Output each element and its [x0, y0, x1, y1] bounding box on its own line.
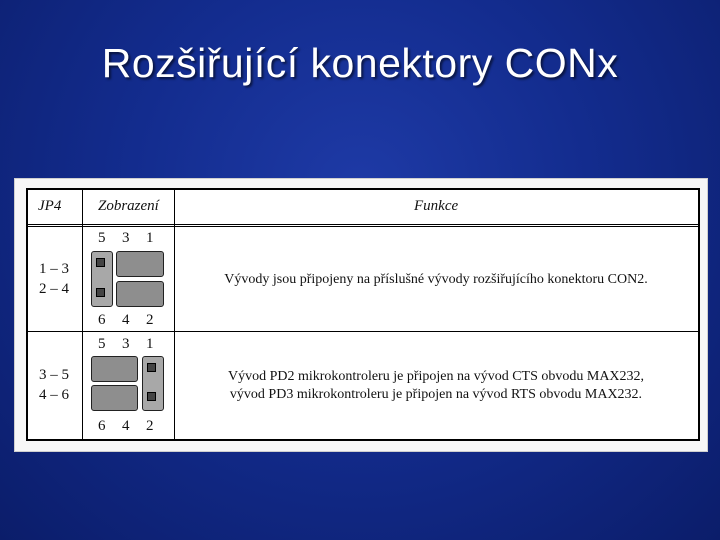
pin-label: 5 [98, 336, 106, 352]
jumper-pair: 1 – 3 [39, 261, 69, 277]
row-divider [28, 331, 698, 332]
pin-label: 4 [122, 418, 130, 434]
pin-label: 6 [98, 418, 106, 434]
pin-label: 2 [146, 418, 154, 434]
pin-square-icon [147, 392, 156, 401]
pin-label: 5 [98, 230, 106, 246]
function-text: Vývody jsou připojeny na příslušné vývody rozšiřujícího konektoru CON2. [224, 272, 648, 287]
pin-square-icon [147, 363, 156, 372]
jumper-cap-icon [91, 356, 138, 382]
column-divider [174, 190, 175, 439]
jumper-cap-icon [116, 251, 164, 277]
pin-label: 4 [122, 312, 130, 328]
function-text: Vývod PD2 mikrokontroleru je připojen na vývod CTS obvodu MAX232, [227, 369, 645, 384]
jumper-pair: 2 – 4 [39, 281, 69, 297]
pin-label: 3 [122, 336, 130, 352]
table-header [28, 190, 698, 227]
function-text: vývod PD3 mikrokontroleru je připojen na vývod RTS obvodu MAX232. [229, 387, 643, 402]
pin-label: 2 [146, 312, 154, 328]
pin-label: 3 [122, 230, 130, 246]
jumper-pair: 3 – 5 [39, 367, 69, 383]
header-jp4: JP4 [38, 198, 62, 214]
column-divider [82, 190, 83, 439]
pin-label: 1 [146, 230, 154, 246]
pin-square-icon [96, 288, 105, 297]
jumper-cap-icon [116, 281, 164, 307]
slide-title: Rozšiřující konektory CONx [101, 40, 619, 86]
pin-label: 6 [98, 312, 106, 328]
pin-label: 1 [146, 336, 154, 352]
header-funkce: Funkce [414, 198, 459, 214]
jumper-table [26, 188, 700, 441]
table-image-panel [14, 178, 708, 452]
pin-square-icon [96, 258, 105, 267]
header-zobrazeni: Zobrazení [98, 198, 159, 214]
jumper-cap-icon [91, 385, 138, 411]
jumper-pair: 4 – 6 [39, 387, 69, 403]
